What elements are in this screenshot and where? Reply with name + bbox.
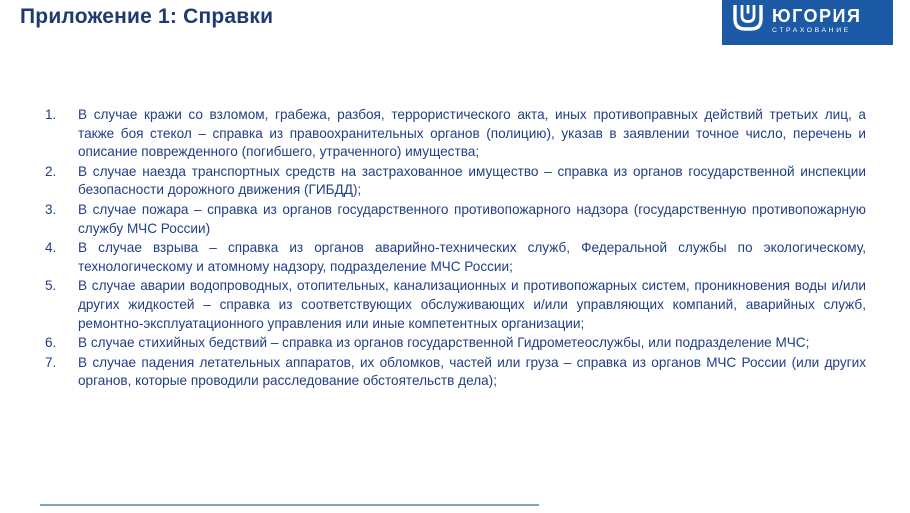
logo-text <box>772 7 861 35</box>
page-title: Приложение 1: Справки <box>20 5 274 28</box>
list-item-number: 4. <box>45 240 57 256</box>
list-item-text: В случае пожара – справка из органов государственного противопожарного надзора (государственную противопожарную службу МЧС России) <box>78 201 866 236</box>
list-item <box>40 277 866 333</box>
list-item-number: 1. <box>45 107 57 122</box>
list-item-text: В случае стихийных бедствий – справка из органов государственной Гидрометеослужбы, или подразделение МЧС; <box>78 335 810 351</box>
list-item-text: В случае кражи со взломом, грабежа, разбоя, террористического акта, иных противоправных действий третьих лиц, а также боя стекол – справка из правоохранительных органов (полицию), указав в заявлении точное число, перечень и описание поврежденного (погибшего, утраченного) имущества; <box>78 107 866 160</box>
list-item <box>40 239 866 276</box>
list-item-number: 2. <box>45 163 57 179</box>
list-item-text: В случае взрыва – справка из органов аварийно-технических служб, Федеральной службы по экологическому, технологическому и атомному надзору, подразделение МЧС России; <box>78 240 866 274</box>
list-item-text: В случае аварии водопроводных, отопительных, канализационных и противопожарных систем, проникновения воды и/или других жидкостей – справка из соответствующих обслуживающих и/или управляющих компаний, аварийных служб, ремонтно-эксплуатационного управления или иные компетентных организации; <box>78 278 866 331</box>
list-item <box>40 354 866 391</box>
list-item-number: 7. <box>45 354 57 370</box>
logo-brand-name: ЮГОРИЯ <box>772 5 862 26</box>
list-item <box>40 163 866 200</box>
logo-subtitle: СТРАХОВАНИЕ <box>772 26 851 34</box>
list-item-number: 3. <box>45 201 57 217</box>
references-list <box>40 106 866 392</box>
ugoria-emblem-icon <box>732 5 764 33</box>
list-item-text: В случае падения летательных аппаратов, их обломков, частей или груза – справка из органов МЧС России (или других органов, которые проводили расследование обстоятельств дела); <box>78 354 866 389</box>
list-item-number: 5. <box>45 278 57 294</box>
list-item <box>40 106 866 162</box>
list-item <box>40 334 866 353</box>
company-logo <box>722 0 893 45</box>
list-item-text: В случае наезда транспортных средств на застрахованное имущество – справка из органов государственной инспекции безопасности дорожного движения (ГИБДД); <box>78 163 866 198</box>
list-item <box>40 201 866 238</box>
footer-divider <box>40 504 539 506</box>
list-item-number: 6. <box>45 335 57 351</box>
